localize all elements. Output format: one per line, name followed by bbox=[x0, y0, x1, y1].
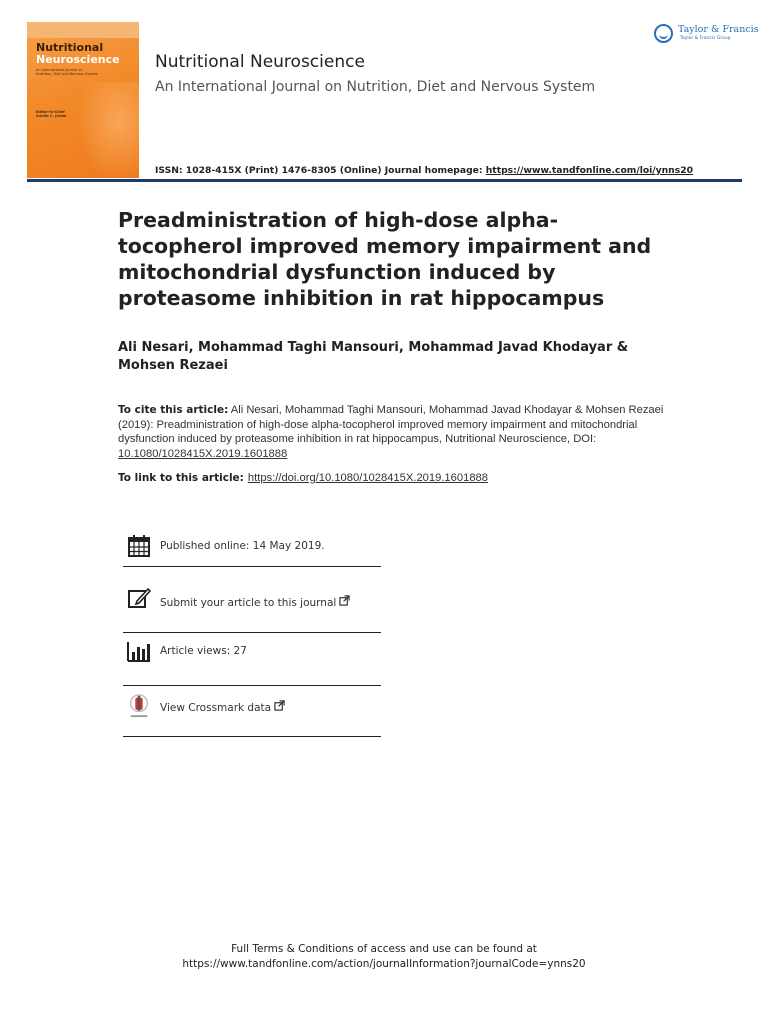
submit-label: Submit your article to this journal bbox=[160, 597, 337, 609]
publisher-group: Taylor & Francis Group bbox=[680, 36, 731, 41]
cover-title bbox=[36, 42, 136, 66]
external-link-icon bbox=[274, 700, 285, 711]
cite-doi-link[interactable]: 10.1080/1028415X.2019.1601888 bbox=[118, 447, 288, 460]
cover-subtitle: An International Journal on Nutrition, Diet and Nervous System bbox=[36, 68, 99, 77]
submit-row[interactable] bbox=[123, 580, 381, 633]
citation-block bbox=[118, 403, 678, 461]
cover-volume: Editor-in-Chief Sunita C. Jindal bbox=[36, 110, 67, 119]
footer-terms-text: Full Terms & Conditions of access and use can be found at bbox=[231, 943, 537, 955]
submit-article-link[interactable] bbox=[160, 595, 350, 609]
bar-chart-icon bbox=[127, 639, 151, 663]
footer-terms-link[interactable]: https://www.tandfonline.com/action/journalInformation?journalCode=ynns20 bbox=[182, 958, 586, 970]
journal-name: Nutritional Neuroscience bbox=[155, 52, 365, 72]
published-row bbox=[123, 526, 381, 567]
published-date: Published online: 14 May 2019. bbox=[160, 540, 325, 552]
crossmark-icon bbox=[127, 694, 151, 718]
article-doi-link[interactable]: https://doi.org/10.1080/1028415X.2019.1601888 bbox=[247, 472, 488, 484]
issn-text: ISSN: 1028-415X (Print) 1476-8305 (Online) Journal homepage: bbox=[155, 165, 486, 176]
taylor-francis-logo bbox=[654, 23, 759, 49]
article-title: Preadministration of high-dose alpha-tocopherol improved memory impairment and mitochondrial dysfunction induced by proteasome inhibition in rat hippocampus bbox=[118, 208, 652, 310]
issn-line bbox=[155, 165, 693, 176]
cite-text: Ali Nesari, Mohammad Taghi Mansouri, Mohammad Javad Khodayar & Mohsen Rezaei (2019): Preadministration of high-dose alpha-tocopherol improved memory impairment and mitochondrial dysfunction induced by proteasome inhibition in rat hippocampus, Nutritional Neuroscience, DOI: bbox=[118, 404, 664, 445]
crossmark-link[interactable] bbox=[160, 700, 285, 714]
crossmark-label: View Crossmark data bbox=[160, 702, 272, 714]
cover-title-line2: Neuroscience bbox=[36, 53, 120, 66]
article-authors: Ali Nesari, Mohammad Taghi Mansouri, Mohammad Javad Khodayar & Mohsen Rezaei bbox=[118, 340, 629, 373]
crossmark-row[interactable] bbox=[123, 686, 381, 737]
cover-title-line1: Nutritional bbox=[36, 41, 104, 54]
header-divider bbox=[27, 179, 742, 182]
cite-label: To cite this article: bbox=[118, 404, 229, 416]
cover-texture bbox=[77, 82, 139, 178]
journal-homepage-link[interactable]: https://www.tandfonline.com/loi/ynns20 bbox=[485, 165, 693, 176]
calendar-icon bbox=[127, 534, 151, 558]
edit-icon bbox=[127, 586, 151, 610]
journal-cover-image bbox=[27, 22, 139, 178]
article-link-block bbox=[118, 471, 678, 485]
cover-top-strip bbox=[27, 22, 139, 38]
taylor-francis-logo-icon bbox=[654, 24, 673, 43]
journal-subtitle: An International Journal on Nutrition, Diet and Nervous System bbox=[155, 79, 596, 95]
external-link-icon bbox=[339, 595, 350, 606]
footer bbox=[0, 942, 768, 972]
views-row bbox=[123, 633, 381, 686]
link-label: To link to this article: bbox=[118, 472, 244, 484]
article-views: Article views: 27 bbox=[160, 645, 247, 657]
publisher-name: Taylor & Francis bbox=[678, 24, 759, 35]
